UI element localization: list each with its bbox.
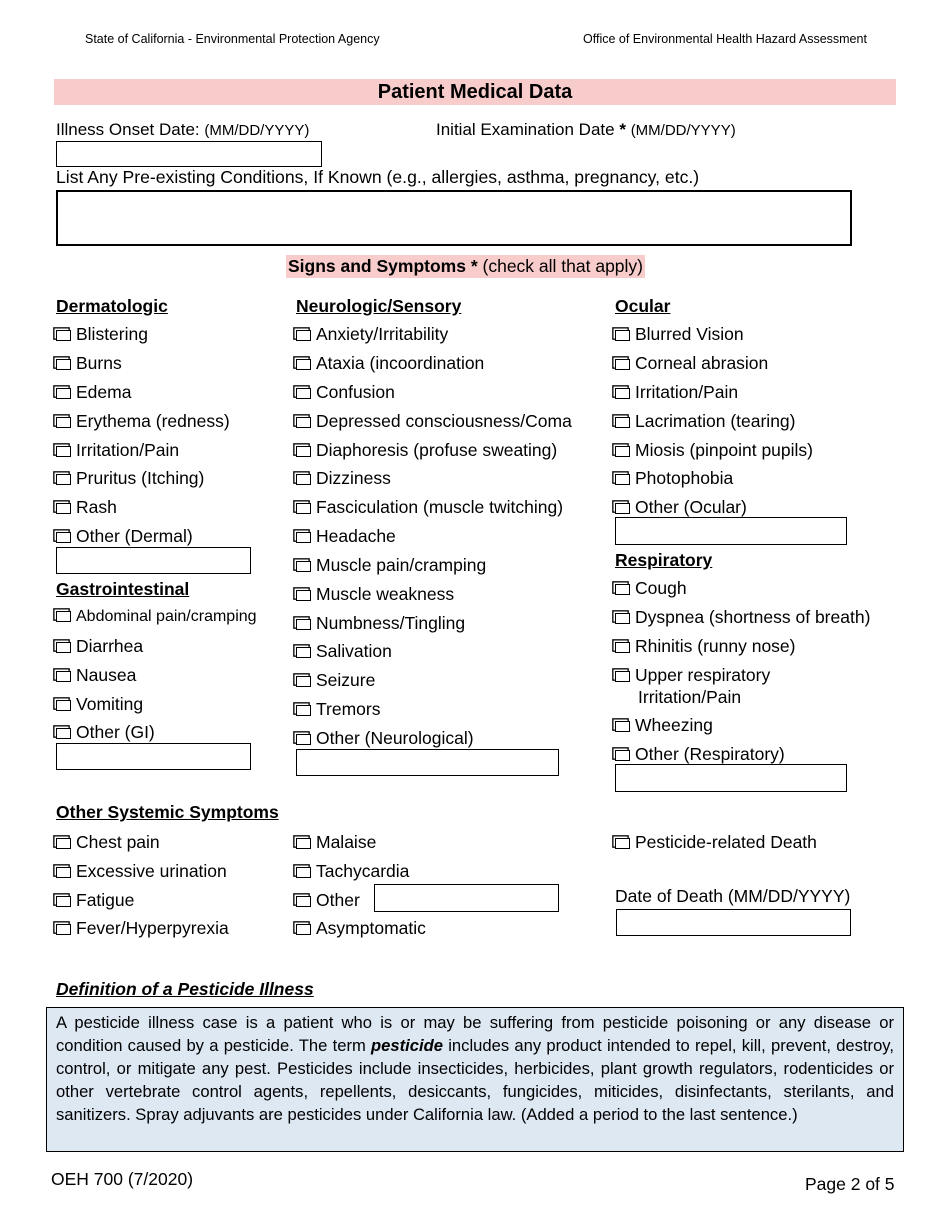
checkbox-other-systemic[interactable]: Other [293,889,360,911]
checkbox-icon [56,867,71,878]
checkbox-asymptomatic[interactable]: Asymptomatic [293,917,426,939]
checkbox-icon [56,700,71,711]
signs-symptoms-header: Signs and Symptoms * (check all that apply) [288,256,644,276]
checkbox-cough[interactable]: Cough [612,577,687,599]
checkbox-icon [296,474,311,485]
date-of-death-field[interactable] [616,909,851,936]
checkbox-muscle-pain[interactable]: Muscle pain/cramping [293,554,486,576]
checkbox-lacrimation[interactable]: Lacrimation (tearing) [612,410,795,432]
checkbox-icon [615,417,630,428]
checkbox-icon [296,705,311,716]
checkbox-other-gi[interactable]: Other (GI) [53,721,155,743]
checkbox-icon [56,671,71,682]
checkbox-icon [296,676,311,687]
other-dermal-field[interactable] [56,547,251,574]
checkbox-burns[interactable]: Burns [53,352,122,374]
checkbox-miosis[interactable]: Miosis (pinpoint pupils) [612,439,813,461]
checkbox-icon [615,642,630,653]
checkbox-icon [56,924,71,935]
checkbox-icon [615,838,630,849]
checkbox-wheezing[interactable]: Wheezing [612,714,713,736]
checkbox-icon [56,896,71,907]
checkbox-muscle-weakness[interactable]: Muscle weakness [293,583,454,605]
checkbox-fatigue[interactable]: Fatigue [53,889,134,911]
office-header: Office of Environmental Health Hazard Assessment [583,32,867,46]
checkbox-dizziness[interactable]: Dizziness [293,467,391,489]
checkbox-nausea[interactable]: Nausea [53,664,136,686]
checkbox-other-dermal[interactable]: Other (Dermal) [53,525,193,547]
date-of-death-label: Date of Death (MM/DD/YYYY) [615,886,851,906]
checkbox-seizure[interactable]: Seizure [293,669,375,691]
checkbox-other-respiratory[interactable]: Other (Respiratory) [612,743,785,765]
checkbox-diaphoresis[interactable]: Diaphoresis (profuse sweating) [293,439,557,461]
other-respiratory-field[interactable] [615,764,847,792]
other-ocular-field[interactable] [615,517,847,545]
respiratory-heading: Respiratory [615,550,713,570]
checkbox-icon [56,388,71,399]
checkbox-dermal-irritation[interactable]: Irritation/Pain [53,439,179,461]
checkbox-tremors[interactable]: Tremors [293,698,381,720]
checkbox-salivation[interactable]: Salivation [293,640,392,662]
definition-title: Definition of a Pesticide Illness [56,979,314,999]
agency-header: State of California - Environmental Protection Agency [85,32,380,46]
checkbox-fasciculation[interactable]: Fasciculation (muscle twitching) [293,496,563,518]
checkbox-icon [615,721,630,732]
checkbox-ataxia[interactable]: Ataxia (incoordination [293,352,484,374]
checkbox-icon [296,330,311,341]
checkbox-icon [296,734,311,745]
checkbox-pesticide-death[interactable]: Pesticide-related Death [612,831,817,853]
dermatologic-heading: Dermatologic [56,296,168,316]
checkbox-icon [615,388,630,399]
form-id: OEH 700 (7/2020) [51,1169,194,1189]
checkbox-tachycardia[interactable]: Tachycardia [293,860,409,882]
page-number: Page 2 of 5 [805,1174,895,1194]
checkbox-numbness[interactable]: Numbness/Tingling [293,612,465,634]
checkbox-icon [615,474,630,485]
preexisting-field[interactable] [56,190,852,246]
checkbox-icon [56,417,71,428]
checkbox-rash[interactable]: Rash [53,496,117,518]
initial-exam-label: Initial Examination Date * (MM/DD/YYYY) [436,120,736,139]
checkbox-icon [296,532,311,543]
other-systemic-field[interactable] [374,884,559,912]
checkbox-blurred-vision[interactable]: Blurred Vision [612,323,744,345]
checkbox-icon [296,388,311,399]
checkbox-icon [615,446,630,457]
other-neurological-field[interactable] [296,749,559,776]
other-gi-field[interactable] [56,743,251,770]
checkbox-icon [296,359,311,370]
checkbox-abdominal-pain[interactable]: Abdominal pain/cramping [53,606,257,628]
page-title: Patient Medical Data [54,79,896,105]
neurologic-heading: Neurologic/Sensory [296,296,462,316]
illness-onset-label: Illness Onset Date: (MM/DD/YYYY) [56,120,310,139]
checkbox-diarrhea[interactable]: Diarrhea [53,635,143,657]
checkbox-icon [56,728,71,739]
ocular-heading: Ocular [615,296,671,316]
checkbox-icon [56,838,71,849]
definition-box: A pesticide illness case is a patient who is or may be suffering from pesticide poisoning or any disease or condition caused by a pesticide. The term pesticide includes any product intended to repel, kill, prevent, destroy, control, or mitigate any pest. Pesticides include insecticides, herbicides, plant growth regulators, rodenticides or other vertebrate control agents, repellents, desiccants, fungicides, miticides, disinfectants, sterilants, and sanitizers. Spray adjuvants are pesticides under California law. (Added a period to the last sentence.) [46,1007,904,1152]
checkbox-fever[interactable]: Fever/Hyperpyrexia [53,917,229,939]
checkbox-icon [56,532,71,543]
checkbox-ocular-irritation[interactable]: Irritation/Pain [612,381,738,403]
checkbox-blistering[interactable]: Blistering [53,323,148,345]
checkbox-icon [296,619,311,630]
checkbox-icon [56,503,71,514]
checkbox-icon [296,647,311,658]
checkbox-vomiting[interactable]: Vomiting [53,693,143,715]
gastrointestinal-heading: Gastrointestinal [56,579,190,599]
checkbox-icon [296,561,311,572]
checkbox-chest-pain[interactable]: Chest pain [53,831,160,853]
checkbox-erythema[interactable]: Erythema (redness) [53,410,230,432]
checkbox-icon [296,924,311,935]
checkbox-pruritus[interactable]: Pruritus (Itching) [53,467,204,489]
checkbox-icon [615,671,630,682]
checkbox-icon [296,590,311,601]
checkbox-icon [56,446,71,457]
checkbox-icon [56,359,71,370]
preexisting-label: List Any Pre-existing Conditions, If Known (e.g., allergies, asthma, pregnancy, etc.) [56,167,700,187]
checkbox-malaise[interactable]: Malaise [293,831,376,853]
checkbox-rhinitis[interactable]: Rhinitis (runny nose) [612,635,795,657]
checkbox-icon [56,474,71,485]
systemic-heading: Other Systemic Symptoms [56,802,279,822]
checkbox-icon [56,611,71,622]
checkbox-dyspnea[interactable]: Dyspnea (shortness of breath) [612,606,870,628]
checkbox-icon [296,446,311,457]
checkbox-depressed-consciousness[interactable]: Depressed consciousness/Coma [293,410,572,432]
checkbox-icon [615,750,630,761]
checkbox-icon [615,330,630,341]
checkbox-excessive-urination[interactable]: Excessive urination [53,860,227,882]
checkbox-edema[interactable]: Edema [53,381,131,403]
checkbox-photophobia[interactable]: Photophobia [612,467,733,489]
checkbox-icon [615,359,630,370]
checkbox-other-ocular[interactable]: Other (Ocular) [612,496,747,518]
checkbox-icon [615,613,630,624]
checkbox-icon [296,503,311,514]
checkbox-icon [615,503,630,514]
checkbox-icon [56,330,71,341]
checkbox-upper-respiratory[interactable]: Upper respiratory [612,664,770,686]
checkbox-anxiety[interactable]: Anxiety/Irritability [293,323,448,345]
checkbox-icon [296,417,311,428]
checkbox-other-neurological[interactable]: Other (Neurological) [293,727,474,749]
checkbox-headache[interactable]: Headache [293,525,396,547]
checkbox-confusion[interactable]: Confusion [293,381,395,403]
checkbox-icon [615,584,630,595]
illness-onset-field[interactable] [56,141,322,167]
checkbox-icon [296,896,311,907]
checkbox-icon [296,867,311,878]
checkbox-icon [296,838,311,849]
checkbox-icon [56,642,71,653]
checkbox-corneal-abrasion[interactable]: Corneal abrasion [612,352,768,374]
upper-respiratory-continuation: Irritation/Pain [638,687,742,707]
